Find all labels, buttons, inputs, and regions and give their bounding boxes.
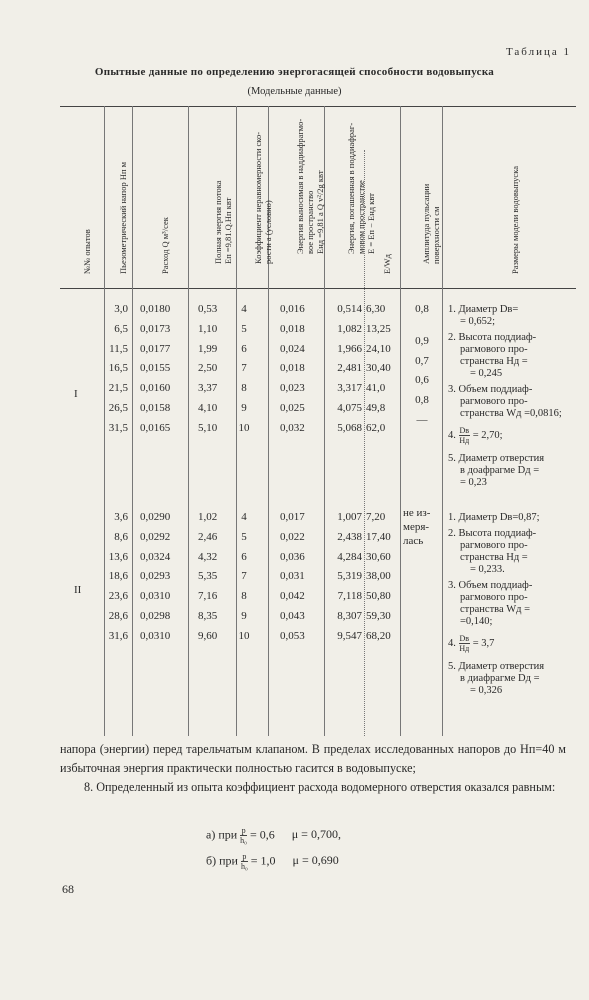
cell: 0,032: [280, 421, 305, 434]
cell: 9,60: [198, 629, 218, 642]
cell: 0,0158: [140, 401, 171, 414]
cell: 0,053: [280, 629, 305, 642]
cell: 13,6: [108, 550, 128, 563]
formula-a: а) при $\frac{p}{\text{h₀}} = 0,6$ μ = 0,700,: [206, 826, 341, 845]
table-subtitle: (Модельные данные): [247, 86, 342, 97]
header-total-energy: Полная энергия потока Eп =9,81.Q.Hп квт: [213, 180, 233, 264]
cell: 8: [241, 382, 247, 395]
body-text: [60, 740, 566, 797]
cell: 2,46: [198, 530, 218, 543]
table-number: Таблица 1: [505, 46, 571, 58]
cell: 0,0155: [140, 362, 171, 375]
cell: 38,00: [366, 570, 391, 583]
column-discharge-values: [140, 508, 170, 647]
cell: 0,043: [280, 609, 305, 622]
cell: 0,0180: [140, 303, 171, 315]
cell: 0,8: [415, 394, 429, 407]
table-top-rule: [60, 106, 576, 107]
cell: 0,042: [280, 590, 305, 603]
cell: 0,022: [280, 530, 305, 543]
cell: 13,25: [366, 322, 391, 335]
cell: 10: [238, 629, 250, 642]
cell: 18,6: [108, 570, 128, 583]
column-total-energy-values: [198, 300, 217, 439]
cell: 10: [238, 421, 250, 434]
model-dimensions-group-1: 1. Диаметр Dв= = 0,652; 2. Высота поддиаф- рагмового про- странства Hд = = 0,245 3. Объем поддиаф- рагмового про- странства Wд =0,0816; 4. Dв Hд = 2,70; 5. Диаметр отверстия в доафрагме Dд = = 0,23: [448, 304, 562, 488]
cell: 7,20: [366, 511, 386, 523]
group-label: II: [74, 584, 82, 596]
cell: 50,80: [366, 590, 391, 603]
header-energy-dissipated: Энергия, погашенная в поддиафраг- мовом пространстве E = Eп − Eнд квт: [346, 122, 376, 254]
header-head: Пьезометрический напор Hп м: [118, 161, 128, 274]
cell: 4: [241, 511, 247, 523]
column-total-energy-values: [198, 508, 217, 647]
cell: 4,284: [337, 550, 362, 563]
cell: 3,317: [337, 382, 362, 395]
cell: 0,0292: [140, 530, 171, 543]
column-coef-values: [236, 300, 252, 439]
cell: 31,6: [108, 629, 128, 642]
cell: 6,5: [114, 322, 128, 335]
header-discharge: Расход Q м³/сек: [160, 217, 170, 274]
cell: 1,02: [198, 511, 218, 523]
cell: 0,018: [280, 362, 305, 375]
page-number: 68: [62, 882, 74, 896]
cell: 30,40: [366, 362, 391, 375]
cell: 0,0177: [140, 342, 171, 355]
cell: 9: [241, 401, 247, 414]
header-bottom-rule: [60, 288, 576, 289]
cell: 4,075: [337, 401, 362, 414]
cell: 26,5: [108, 401, 128, 414]
header-e-per-volume: E/Wд: [382, 254, 392, 274]
cell: 0,025: [280, 401, 305, 414]
column-energy-dissipated-values: [326, 508, 362, 647]
col-divider: [400, 106, 401, 736]
cell: 24,10: [366, 342, 391, 355]
cell: 4,10: [198, 401, 218, 414]
cell: 0,0165: [140, 421, 171, 434]
cell: 4: [241, 303, 247, 315]
cell: 8: [241, 590, 247, 603]
cell: 23,6: [108, 590, 128, 603]
cell: 21,5: [108, 382, 128, 395]
cell: 0,016: [280, 303, 305, 315]
cell: 0,6: [415, 374, 429, 387]
header-energy-above: Энергия выносимая в наддиафрагмо- вое пространство Eнд =9,81 а Q v²/2g квт: [295, 118, 325, 254]
cell: 0,0298: [140, 609, 171, 622]
cell: 2,481: [337, 362, 362, 375]
cell: 8,35: [198, 609, 218, 622]
cell: 0,0310: [140, 629, 171, 642]
cell: 5,10: [198, 421, 218, 434]
paragraph: 8. Определенный из опыта коэффициент расхода водомерного отверстия оказался равным:: [84, 780, 556, 794]
header-velocity-coef: Коэффициент неравномерности ско- рости а (условно): [253, 131, 273, 264]
cell: 0,9: [415, 334, 429, 347]
cell: 2,438: [337, 530, 362, 543]
cell: 1,007: [337, 511, 362, 523]
cell: 5,319: [337, 570, 362, 583]
cell: 8,6: [114, 530, 128, 543]
cell: 0,031: [280, 570, 305, 583]
cell: не из-: [403, 507, 431, 519]
header-amplitude: Амплитуда пульсации поверхности см: [421, 183, 441, 264]
cell: 49,8: [366, 401, 386, 414]
cell: 0,8: [415, 303, 429, 315]
cell: 7: [241, 570, 247, 583]
col-divider: [442, 106, 443, 736]
cell: 0,036: [280, 550, 305, 563]
cell: 0,53: [198, 303, 218, 315]
cell: 7,16: [198, 590, 218, 603]
column-energy-above-values: [280, 300, 305, 439]
cell: 3,6: [114, 511, 128, 523]
cell: 7: [241, 362, 247, 375]
cell: 0,0173: [140, 322, 171, 335]
paragraph: напора (энергии) перед тарельчатым клапаном. В пределах исследованных напоров до Hп=40 м избыточная энергия практически полностью гасится в водовыпуске;: [60, 742, 566, 775]
column-e-per-volume-values: [366, 300, 391, 439]
col-divider: [188, 106, 189, 736]
cell: 0,023: [280, 382, 305, 395]
cell: 6,30: [366, 303, 386, 315]
cell: 1,10: [198, 322, 218, 335]
column-amplitude-values: [403, 506, 430, 548]
cell: 30,60: [366, 550, 391, 563]
cell: меря-: [403, 521, 430, 533]
cell: 0,0310: [140, 590, 171, 603]
cell: 16,5: [108, 362, 128, 375]
cell: 68,20: [366, 629, 391, 642]
cell: 1,082: [337, 322, 362, 335]
cell: 9,547: [337, 629, 362, 642]
cell: 5: [241, 530, 247, 543]
col-divider: [132, 106, 133, 736]
column-head-values: [104, 508, 128, 647]
cell: 0,018: [280, 322, 305, 335]
cell: 17,40: [366, 530, 391, 543]
column-e-per-volume-values: [366, 508, 391, 647]
cell: 6: [241, 550, 247, 563]
cell: 31,5: [108, 421, 128, 434]
cell: 0,0293: [140, 570, 171, 583]
column-energy-above-values: [280, 508, 305, 647]
cell: 1,966: [337, 342, 362, 355]
cell: —: [416, 413, 428, 426]
cell: 3,37: [198, 382, 218, 395]
cell: 4,32: [198, 550, 218, 563]
header-model-dimensions: Размеры модели водовыпуска: [510, 166, 520, 274]
header-experiments: №№ опытов: [82, 229, 92, 274]
column-energy-dissipated-values: [326, 300, 362, 439]
cell: 1,99: [198, 342, 218, 355]
cell: 5: [241, 322, 247, 335]
column-coef-values: [236, 508, 252, 647]
column-discharge-values: [140, 300, 170, 439]
cell: 41,0: [366, 382, 386, 395]
model-dimensions-group-2: 1. Диаметр Dв=0,87; 2. Высота поддиаф- рагмового про- странства Hд = = 0,233. 3. Объем поддиаф- рагмового про- странства Wд = =0,140; 4. Dв Hд = 3,7 5. Диаметр отверстия в диафрагме Dд = = 0,326: [448, 512, 545, 696]
cell: 3,0: [114, 303, 128, 315]
table-title: Опытные данные по определению энергогасящей способности водовыпуска: [94, 66, 495, 78]
cell: 0,7: [415, 354, 429, 367]
cell: 0,017: [280, 511, 305, 523]
cell: 0,0160: [140, 382, 171, 395]
group-label: I: [74, 388, 78, 400]
cell: 5,068: [337, 421, 362, 434]
cell: 6: [241, 342, 247, 355]
cell: 11,5: [109, 342, 128, 355]
cell: 0,514: [337, 303, 362, 315]
cell: 9: [241, 609, 247, 622]
cell: 7,118: [337, 590, 362, 603]
cell: 0,024: [280, 342, 305, 355]
cell: 28,6: [108, 609, 128, 622]
cell: 0,0324: [140, 550, 171, 563]
cell: 5,35: [198, 570, 218, 583]
column-head-values: [104, 300, 128, 439]
cell: 0,0290: [140, 511, 171, 523]
cell: 2,50: [198, 362, 218, 375]
formula-b: б) при $\frac{p}{\text{h₀}} = 1,0$ μ = 0,690: [206, 852, 339, 871]
column-amplitude-values: [408, 300, 436, 431]
cell: 59,30: [366, 609, 391, 622]
cell: 8,307: [337, 609, 362, 622]
cell: 62,0: [366, 421, 386, 434]
cell: лась: [403, 535, 424, 547]
